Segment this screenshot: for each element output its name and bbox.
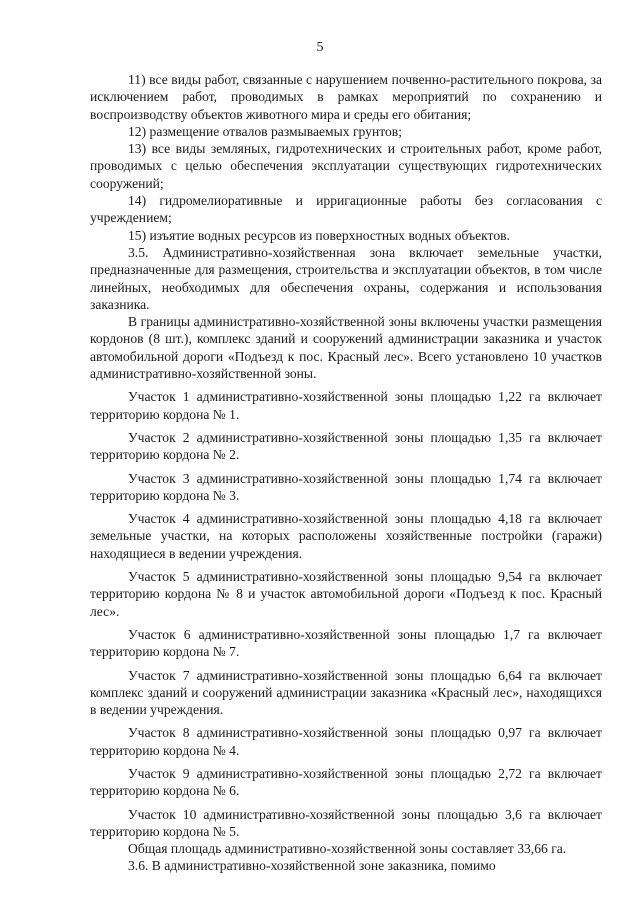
paragraph-item-11: 11) все виды работ, связанные с нарушением почвенно-растительного покрова, за исключением работ, проводимых в рамках мероприятий по сохранению и воспроизводству объектов животного мира и среды его обитания; [90,72,602,122]
plot-9-paragraph: Участок 9 административно-хозяйственной зоны площадью 2,72 га включает территорию кордона № 6. [90,765,602,799]
paragraph-item-14: 14) гидромелиоративные и ирригационные работы без согласования с учреждением; [90,193,602,226]
paragraph-item-15: 15) изъятие водных ресурсов из поверхностных водных объектов. [128,227,510,243]
page-number: 5 [316,40,324,55]
plot-3-paragraph: Участок 3 административно-хозяйственной зоны площадью 1,74 га включает территорию кордона № 3. [90,470,602,503]
plot-5-paragraph: Участок 5 административно-хозяйственной зоны площадью 9,54 га включает территорию кордона № 8 и участок автомобильной дороги «Подъезд к пос. Красный лес». [90,569,602,619]
paragraph-item-13: 13) все виды земляных, гидротехнических и строительных работ, кроме работ, проводимых с целью обеспечения эксплуатации существующих гидротехнических сооружений; [90,141,602,191]
section-3-5: 3.5. Административно-хозяйственная зона включает земельные участки, предназначенные для размещения, строительства и эксплуатации объектов, в том числе линейных, необходимых для обеспечения охраны, содержания и использования заказника. [90,244,602,312]
plot-8-paragraph: Участок 8 административно-хозяйственной зоны площадью 0,97 га включает территорию кордона № 4. [90,725,602,758]
plot-10-paragraph: Участок 10 административно-хозяйственной зоны площадью 3,6 га включает территорию кордона № 5. [90,806,602,839]
section-3-6: 3.6. В административно-хозяйственной зоне заказника, помимо [128,858,496,874]
document-body [90,71,602,875]
zone-boundaries-paragraph: В границы административно-хозяйственной зоны включены участки размещения кордонов (8 шт.), комплекс зданий и сооружений администрации заказника и участок автомобильной дороги «Подъезд к пос. Красный лес». Всего установлено 10 участков административно-хозяйственной зоны. [90,314,602,382]
paragraph-item-12: 12) размещение отвалов размываемых грунтов; [128,123,402,139]
plot-4-paragraph: Участок 4 административно-хозяйственной зоны площадью 4,18 га включает земельные участки, на которых расположены хозяйственные постройки (гаражи) находящиеся в ведении учреждения. [90,511,602,561]
plot-1-paragraph: Участок 1 административно-хозяйственной зоны площадью 1,22 га включает территорию кордона № 1. [90,389,602,422]
total-area-paragraph: Общая площадь административно-хозяйственной зоны составляет 33,66 га. [128,841,567,857]
plot-6-paragraph: Участок 6 административно-хозяйственной зоны площадью 1,7 га включает территорию кордона № 7. [90,626,602,660]
plot-7-paragraph: Участок 7 административно-хозяйственной зоны площадью 6,64 га включает комплекс зданий и сооружений администрации заказника «Красный лес», находящихся в ведении учреждения. [90,667,602,718]
plot-2-paragraph: Участок 2 административно-хозяйственной зоны площадью 1,35 га включает территорию кордона № 2. [90,429,602,463]
